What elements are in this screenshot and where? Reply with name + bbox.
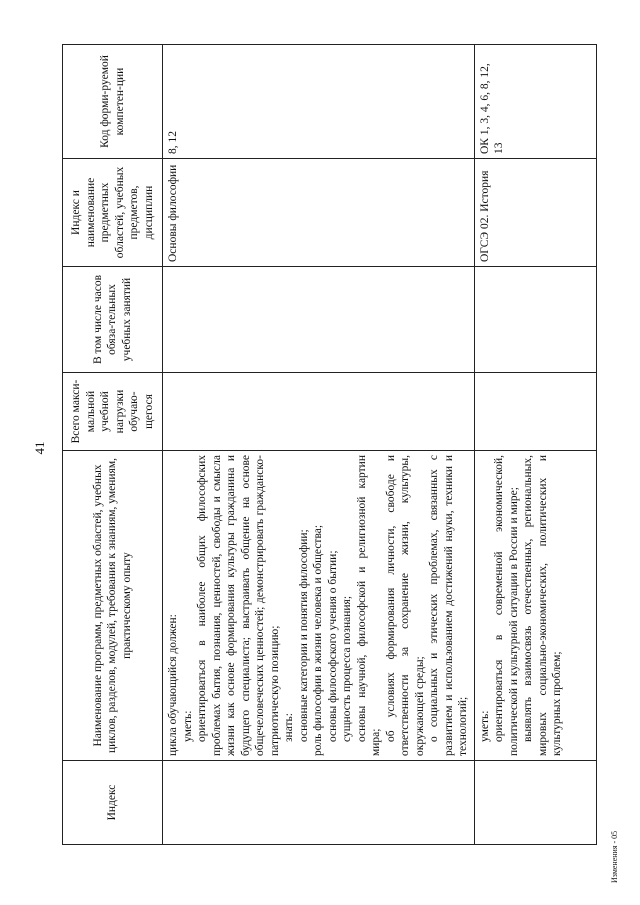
requirements-cell (474, 451, 596, 761)
requirements-line: сущность процесса познания; (341, 595, 353, 742)
max-load-cell (163, 373, 475, 451)
header-name: Наименование программ, предметных областей, учебных циклов, разделов, модулей, требования к знаниям, умениям, практическому опыту (63, 451, 163, 761)
hours-cell (474, 267, 596, 373)
table-row (163, 45, 475, 845)
curriculum-table (62, 44, 597, 845)
requirements-line: цикла обучающийся должен: (167, 614, 179, 756)
row-index-cell (163, 761, 475, 845)
requirements-line: ориентироваться в наиболее общих философских проблемах бытия, познания, ценностей, свободы и смысла жизни как основе формирования культуры гражданина и будущего специалиста; выстраивать общение на основе общечеловеческих ценностей; демонстрировать гражданско-патриотическую позицию; (196, 455, 281, 756)
requirements-line: о социальных и этических проблемах, связанных с развитием и использованием достижений науки, техники и технологий; (428, 455, 469, 756)
header-index: Индекс (63, 761, 163, 845)
row-index-cell (474, 761, 596, 845)
requirements-line: об условиях формирования личности, свободе и ответственности за сохранение жизни, культуры, окружающей среды; (384, 455, 426, 756)
header-discipline: Индекс и наименование предметных областей, учебных предметов, дисциплин (63, 159, 163, 267)
requirements-line: роль философии в жизни человека и общества; (312, 524, 324, 756)
requirements-cell (163, 451, 475, 761)
header-hours: В том числе часов обяза-тельных учебных занятий (63, 267, 163, 373)
requirements-line: основные категории и понятия философии; (297, 529, 310, 742)
discipline-cell: Основы философии (163, 159, 475, 267)
page-number: 41 (32, 441, 47, 455)
discipline-cell: ОГСЭ 02. История (474, 159, 596, 267)
requirements-label: уметь: (181, 710, 194, 742)
header-max-load: Всего макси-мальной учебной нагрузки обучаю-щегося (63, 373, 163, 451)
curriculum-table-rotated (62, 45, 587, 845)
table-header-row (63, 45, 163, 845)
requirements-line: основы философского учения о бытии; (326, 550, 339, 742)
curriculum-table-wrapper (62, 45, 587, 845)
hours-cell (163, 267, 475, 373)
competence-code-cell: 8, 12 (163, 45, 475, 159)
max-load-cell (474, 373, 596, 451)
revision-note: Изменения - 05 (610, 830, 619, 883)
requirements-label: знать: (283, 713, 295, 742)
requirements-label: уметь: (478, 710, 491, 742)
requirements-line: основы научной, философской и религиозной картин мира; (355, 455, 382, 756)
competence-code-cell: ОК 1, 3, 4, 6, 8, 12, 13 (474, 45, 596, 159)
table-row (474, 45, 596, 845)
requirements-line: ориентироваться в современной экономической, политической и культурной ситуации в России и мире; (493, 455, 520, 756)
header-code: Код форми-руемой компетен-ции (63, 45, 163, 159)
requirements-line: выявлять взаимосвязь отечественных, региональных, мировых социально-экономических, политических и культурных проблем; (522, 455, 563, 756)
